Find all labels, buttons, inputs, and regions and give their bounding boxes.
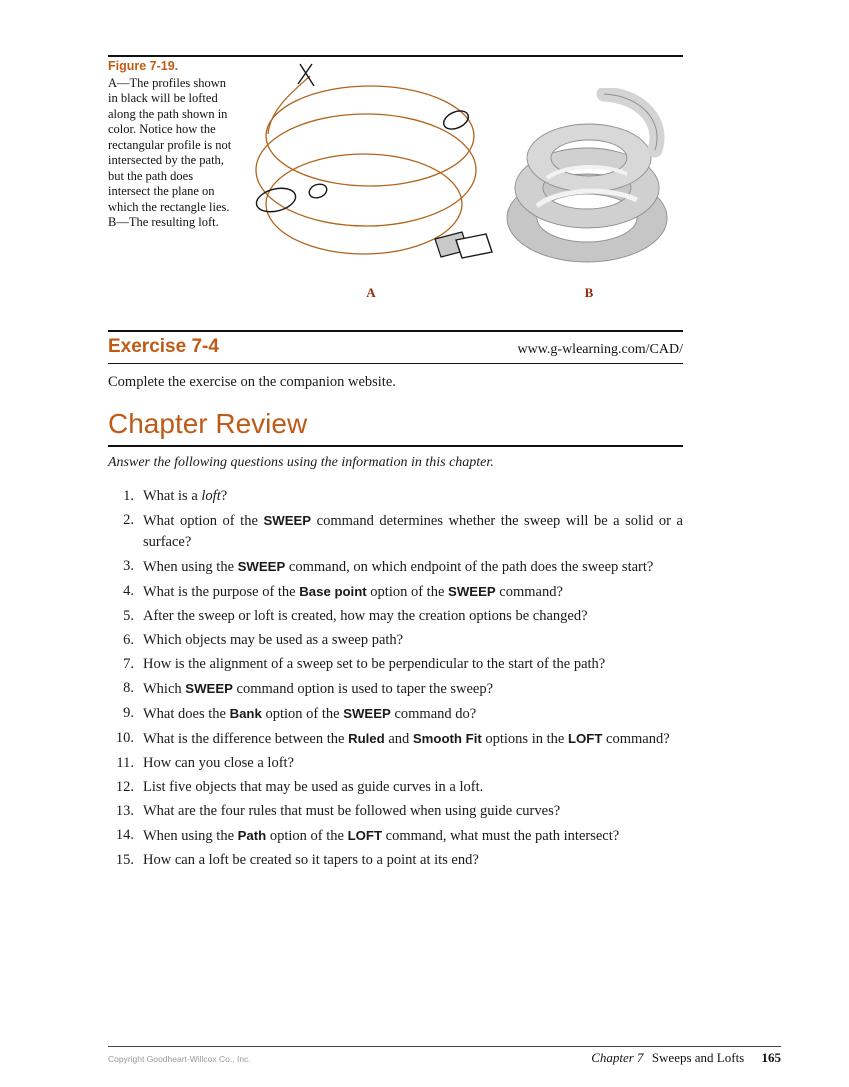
exercise-bottom-rule: [108, 363, 683, 365]
loft-result-illustration: [492, 88, 687, 288]
question-item: [108, 606, 683, 628]
chapter-review-section: [108, 408, 683, 874]
figure-b-loft-result-render: [492, 88, 687, 288]
question-text: What is a loft?: [143, 487, 228, 504]
question-item: [108, 850, 683, 872]
chapter-review-title: Chapter Review: [108, 408, 308, 439]
chapter-review-rule: [108, 445, 683, 447]
question-item: [108, 556, 683, 579]
question-item: [108, 703, 683, 726]
chapter-review-intro: Answer the following questions using the information in this chapter.: [108, 454, 494, 470]
page-footer: [108, 1046, 781, 1066]
question-text: How is the alignment of a sweep set to be perpendicular to the start of the path?: [143, 656, 606, 672]
figure-letter-a: A: [366, 285, 376, 300]
question-number: 11.: [116, 755, 134, 771]
question-text: List five objects that may be used as guide curves in a loft.: [143, 779, 484, 795]
question-text: What option of the SWEEP command determines whether the sweep will be a solid or a surface?: [143, 512, 683, 550]
footer-chapter-number: Chapter 7: [591, 1050, 644, 1065]
question-text: What is the purpose of the Base point option of the SWEEP command?: [143, 584, 563, 600]
ellipse-profile-small: [441, 107, 471, 132]
question-item: [108, 825, 683, 848]
question-number: 8.: [123, 680, 134, 696]
spiral-path-illustration: [232, 58, 502, 293]
question-text: What are the four rules that must be followed when using guide curves?: [143, 803, 561, 819]
question-text: How can a loft be created so it tapers to a point at its end?: [143, 852, 479, 868]
question-number: 9.: [123, 705, 134, 721]
question-text: After the sweep or loft is created, how may the creation options be changed?: [143, 608, 588, 624]
question-number: 2.: [123, 511, 134, 528]
question-item: [108, 777, 683, 799]
question-item: [108, 753, 683, 775]
question-text: When using the SWEEP command, on which endpoint of the path does the sweep start?: [143, 559, 654, 575]
question-item: [108, 678, 683, 701]
question-item: [108, 630, 683, 652]
question-item: [108, 728, 683, 751]
question-number: 5.: [123, 608, 134, 624]
question-item: [108, 510, 683, 554]
question-number: 12.: [115, 779, 134, 795]
question-item: [108, 486, 683, 508]
question-number: 4.: [123, 583, 134, 599]
figure-label: Figure 7-19.: [108, 59, 179, 73]
question-number: 3.: [123, 558, 134, 574]
question-text: What does the Bank option of the SWEEP command do?: [143, 706, 477, 722]
top-divider: [108, 55, 683, 57]
circle-profile: [307, 182, 328, 200]
footer-chapter-title: Sweeps and Lofts: [651, 1050, 745, 1065]
review-questions: [108, 486, 683, 872]
companion-website-url: www.g-wlearning.com/CAD/: [517, 341, 683, 357]
figure-a-loft-path-drawing: [232, 58, 502, 293]
question-text: Which objects may be used as a sweep path?: [143, 632, 404, 648]
figure-caption: [108, 59, 238, 231]
point-profile-x-marker: [298, 64, 314, 86]
question-number: 1.: [123, 487, 134, 504]
footer-chapter-info: [591, 1050, 781, 1066]
figure-letter-b: B: [584, 285, 594, 300]
figure-caption-text: A—The profiles shown in black will be lofted along the path shown in color. Notice how the rectangular profile is not intersected by the path, but the path does intersect the plane on which the rectangle lies. B—The resulting loft.: [108, 75, 232, 229]
question-item: [108, 801, 683, 823]
page-number: 165: [761, 1050, 781, 1065]
question-number: 15.: [115, 852, 134, 868]
question-number: 6.: [123, 632, 134, 648]
question-text: Which SWEEP command option is used to taper the sweep?: [143, 681, 494, 697]
question-number: 14.: [115, 827, 134, 843]
question-number: 13.: [115, 803, 134, 819]
exercise-instruction: Complete the exercise on the companion website.: [108, 374, 396, 390]
exercise-section: [108, 330, 683, 391]
question-number: 10.: [115, 730, 134, 746]
copyright-notice: Copyright Goodheart-Willcox Co., Inc.: [108, 1054, 251, 1064]
exercise-title: Exercise 7-4: [108, 335, 219, 357]
question-text: How can you close a loft?: [143, 755, 294, 771]
question-number: 7.: [123, 656, 134, 672]
question-item: [108, 581, 683, 604]
question-text: What is the difference between the Ruled and Smooth Fit options in the LOFT command?: [143, 731, 670, 747]
question-text: When using the Path option of the LOFT command, what must the path intersect?: [143, 828, 620, 844]
question-item: [108, 654, 683, 676]
